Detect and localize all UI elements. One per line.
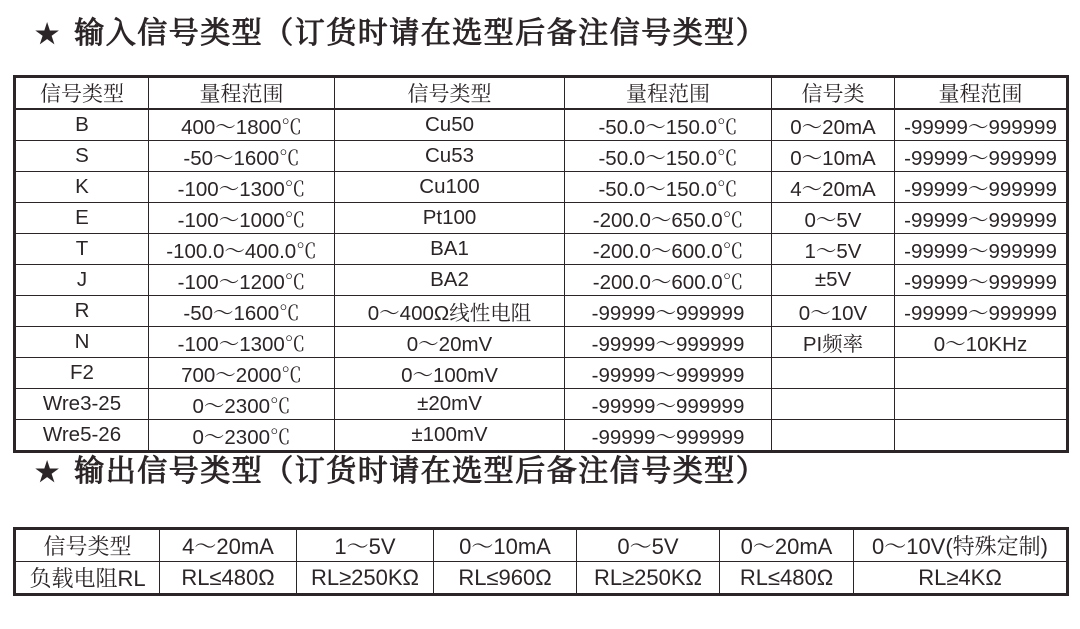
table-cell: 0～10KHz	[895, 327, 1068, 358]
table-cell: J	[15, 265, 149, 296]
table-cell: 1～5V	[772, 234, 895, 265]
table-cell: RL≤480Ω	[720, 562, 854, 595]
table-cell: -99999～999999	[565, 389, 772, 420]
table-row	[15, 296, 1068, 327]
table-cell: 0～5V	[772, 203, 895, 234]
column-header: 量程范围	[895, 77, 1068, 110]
output-section-title	[35, 454, 767, 490]
table-cell: 0～10V(特殊定制)	[854, 529, 1068, 562]
table-cell: -100～1300℃	[149, 327, 335, 358]
table-cell: 0～100mV	[335, 358, 565, 389]
table-cell: BA2	[335, 265, 565, 296]
input-table-header	[15, 77, 1068, 110]
column-header: 信号类型	[335, 77, 565, 110]
table-cell: ±5V	[772, 265, 895, 296]
table-row	[15, 562, 1068, 595]
table-row	[15, 420, 1068, 452]
star-icon: ★	[35, 19, 60, 49]
table-cell: Cu100	[335, 172, 565, 203]
table-cell: 1～5V	[297, 529, 434, 562]
table-cell: E	[15, 203, 149, 234]
table-cell	[772, 420, 895, 452]
table-row	[15, 203, 1068, 234]
table-cell: 0～10mA	[772, 141, 895, 172]
table-cell: -99999～999999	[895, 234, 1068, 265]
table-cell: RL≥250KΩ	[577, 562, 720, 595]
input-section-title-text: 输入信号类型（订货时请在选型后备注信号类型）	[74, 17, 768, 50]
table-cell: -99999～999999	[895, 203, 1068, 234]
table-cell: B	[15, 109, 149, 141]
column-header: 量程范围	[149, 77, 335, 110]
table-cell: ±100mV	[335, 420, 565, 452]
column-header: 量程范围	[565, 77, 772, 110]
table-cell: T	[15, 234, 149, 265]
table-cell	[895, 389, 1068, 420]
table-header-row	[15, 77, 1068, 110]
table-row	[15, 389, 1068, 420]
table-row	[15, 265, 1068, 296]
table-cell: ±20mV	[335, 389, 565, 420]
table-cell: 0～400Ω线性电阻	[335, 296, 565, 327]
table-cell: 0～10V	[772, 296, 895, 327]
table-cell: -99999～999999	[565, 296, 772, 327]
star-icon: ★	[35, 457, 60, 487]
table-cell: RL≤960Ω	[434, 562, 577, 595]
table-cell: N	[15, 327, 149, 358]
table-cell: Wre3-25	[15, 389, 149, 420]
table-cell: BA1	[335, 234, 565, 265]
output-section-title-text: 输出信号类型（订货时请在选型后备注信号类型）	[74, 455, 768, 488]
table-cell: Cu53	[335, 141, 565, 172]
table-cell: 700～2000℃	[149, 358, 335, 389]
table-row	[15, 234, 1068, 265]
table-cell: RL≤480Ω	[160, 562, 297, 595]
input-section-title	[35, 16, 767, 52]
table-cell: -100.0～400.0℃	[149, 234, 335, 265]
table-cell: -50～1600℃	[149, 296, 335, 327]
table-cell: -50～1600℃	[149, 141, 335, 172]
table-cell: 4～20mA	[160, 529, 297, 562]
table-cell: RL≥250KΩ	[297, 562, 434, 595]
table-cell: 0～20mV	[335, 327, 565, 358]
column-header: 信号类	[772, 77, 895, 110]
table-cell: -50.0～150.0℃	[565, 172, 772, 203]
table-cell: 0～2300℃	[149, 389, 335, 420]
table-cell	[772, 358, 895, 389]
table-cell: -99999～999999	[895, 265, 1068, 296]
table-cell: Cu50	[335, 109, 565, 141]
table-cell: Wre5-26	[15, 420, 149, 452]
table-cell: -99999～999999	[565, 358, 772, 389]
table-row	[15, 358, 1068, 389]
table-cell: -50.0～150.0℃	[565, 141, 772, 172]
table-cell: 0～5V	[577, 529, 720, 562]
table-cell: -100～1200℃	[149, 265, 335, 296]
table-row	[15, 327, 1068, 358]
table-cell: 0～20mA	[720, 529, 854, 562]
table-cell	[772, 389, 895, 420]
table-cell: 信号类型	[15, 529, 160, 562]
table-cell	[895, 420, 1068, 452]
table-cell: -200.0～600.0℃	[565, 234, 772, 265]
table-cell: 0～20mA	[772, 109, 895, 141]
input-table-body	[15, 109, 1068, 452]
table-cell: -100～1300℃	[149, 172, 335, 203]
column-header: 信号类型	[15, 77, 149, 110]
output-signal-table	[13, 527, 1069, 596]
table-cell: 0～2300℃	[149, 420, 335, 452]
table-row	[15, 141, 1068, 172]
table-cell: Pt100	[335, 203, 565, 234]
table-row	[15, 172, 1068, 203]
table-cell: 0～10mA	[434, 529, 577, 562]
table-cell: PI频率	[772, 327, 895, 358]
table-cell: RL≥4KΩ	[854, 562, 1068, 595]
output-table-body	[15, 529, 1068, 595]
table-cell: F2	[15, 358, 149, 389]
table-cell: -99999～999999	[565, 420, 772, 452]
table-cell: 4～20mA	[772, 172, 895, 203]
table-cell: -99999～999999	[565, 327, 772, 358]
table-cell: -99999～999999	[895, 141, 1068, 172]
table-cell: K	[15, 172, 149, 203]
table-cell: 负载电阻RL	[15, 562, 160, 595]
table-row	[15, 529, 1068, 562]
table-cell: -99999～999999	[895, 172, 1068, 203]
table-cell: R	[15, 296, 149, 327]
table-cell: -99999～999999	[895, 296, 1068, 327]
table-cell: -50.0～150.0℃	[565, 109, 772, 141]
table-cell	[895, 358, 1068, 389]
table-cell: -200.0～650.0℃	[565, 203, 772, 234]
table-cell: -99999～999999	[895, 109, 1068, 141]
table-cell: -100～1000℃	[149, 203, 335, 234]
input-signal-table	[13, 75, 1069, 453]
table-cell: -200.0～600.0℃	[565, 265, 772, 296]
table-cell: 400～1800℃	[149, 109, 335, 141]
table-cell: S	[15, 141, 149, 172]
table-row	[15, 109, 1068, 141]
